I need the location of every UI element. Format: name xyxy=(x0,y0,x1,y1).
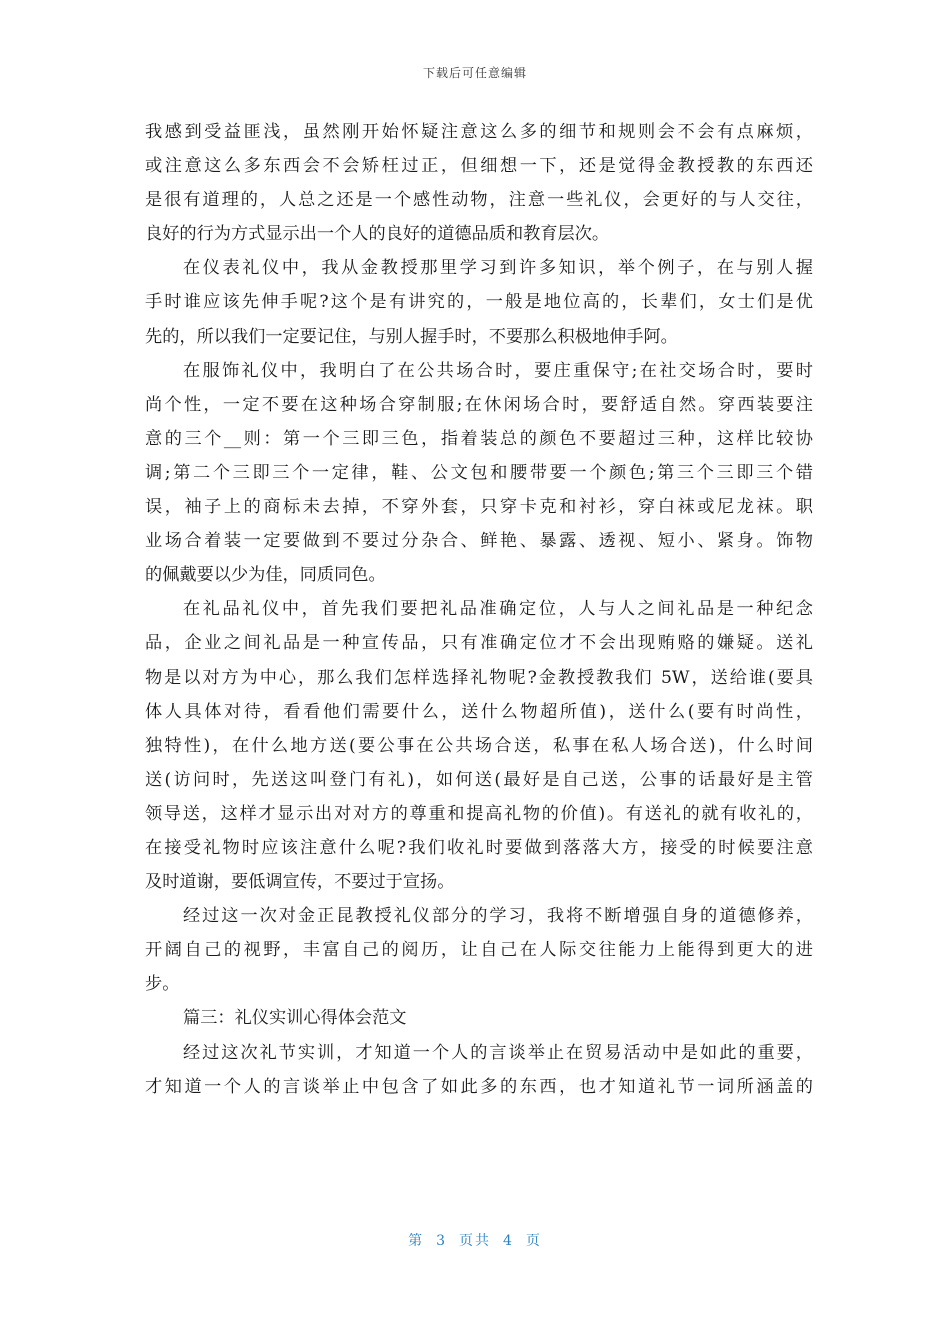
text-line: 体人具体对待，看看他们需要什么，送什么物超所值)，送什么(要有时尚性， xyxy=(145,701,813,722)
text-line: 业场合着装一定要做到不要过分杂合、鲜艳、暴露、透视、短小、紧身。饰物 xyxy=(145,531,813,552)
text-line: 领导送，这样才显示出对对方的尊重和提高礼物的价值)。有送礼的就有收礼的， xyxy=(145,803,813,824)
footer-suffix: 页 xyxy=(525,1233,542,1249)
text-line: 我感到受益匪浅，虽然刚开始怀疑注意这么多的细节和规则会不会有点麻烦， xyxy=(145,122,813,142)
text-line: 或注意这么多东西会不会矫枉过正，但细想一下，还是觉得金教授教的东西还 xyxy=(145,156,813,177)
text-line: 经过这次礼节实训，才知道一个人的言谈举止在贸易活动中是如此的重要， xyxy=(183,1042,813,1063)
footer-page-number: 3 xyxy=(436,1233,447,1249)
document-body xyxy=(145,115,813,1104)
page-footer xyxy=(0,1230,950,1250)
text-line: 的佩戴要以少为佳，同质同色。 xyxy=(145,565,386,586)
text-line: 在仪表礼仪中，我从金教授那里学习到许多知识，举个例子，在与别人握 xyxy=(183,258,813,279)
footer-total-pages: 4 xyxy=(503,1233,514,1249)
page-header: 下载后可任意编辑 xyxy=(422,66,527,80)
text-line: 意的三个__则：第一个三即三色，指着装总的颜色不要超过三种，这样比较协 xyxy=(145,428,813,449)
text-line: 送(访问时，先送这叫登门有礼)，如何送(最好是自己送，公事的话最好是主管 xyxy=(145,769,813,790)
footer-mid: 页共 xyxy=(459,1233,491,1249)
text-line: 良好的行为方式显示出一个人的良好的道德品质和教育层次。 xyxy=(145,224,610,245)
text-line: 才知道一个人的言谈举止中包含了如此多的东西，也才知道礼节一词所涵盖的 xyxy=(145,1076,813,1097)
text-line: 先的，所以我们一定要记住，与别人握手时，不要那么积极地伸手阿。 xyxy=(145,326,678,347)
text-line: 在服饰礼仪中，我明白了在公共场合时，要庄重保守;在社交场合时，要时 xyxy=(183,360,813,381)
text-line: 手时谁应该先伸手呢?这个是有讲究的，一般是地位高的，长辈们，女士们是优 xyxy=(145,292,813,313)
text-line: 步。 xyxy=(145,974,180,995)
text-line: 开阔自己的视野，丰富自己的阅历，让自己在人际交往能力上能得到更大的进 xyxy=(145,940,813,961)
text-line: 独特性)，在什么地方送(要公事在公共场合送，私事在私人场合送)，什么时间 xyxy=(145,735,813,756)
text-line: 经过这一次对金正昆教授礼仪部分的学习，我将不断增强自身的道德修养， xyxy=(183,906,813,927)
text-line: 尚个性，一定不要在这种场合穿制服;在休闲场合时，要舒适自然。穿西装要注 xyxy=(145,394,813,415)
footer-prefix: 第 xyxy=(408,1233,425,1249)
text-line: 调;第二个三即三个一定律，鞋、公文包和腰带要一个颜色;第三个三即三个错 xyxy=(145,462,813,483)
text-line: 及时道谢，要低调宣传，不要过于宣扬。 xyxy=(145,872,455,893)
text-line: 在礼品礼仪中，首先我们要把礼品准确定位，人与人之间礼品是一种纪念 xyxy=(183,599,813,620)
text-line: 物是以对方为中心，那么我们怎样选择礼物呢?金教授教我们 5W，送给谁(要具 xyxy=(145,667,813,688)
text-line: 篇三：礼仪实训心得体会范文 xyxy=(183,1008,407,1029)
text-line: 在接受礼物时应该注意什么呢?我们收礼时要做到落落大方，接受的时候要注意 xyxy=(145,837,813,858)
text-line: 误，袖子上的商标未去掉，不穿外套，只穿卡克和衬衫，穿白袜或尼龙袜。职 xyxy=(145,497,813,518)
text-line: 是很有道理的，人总之还是一个感性动物，注意一些礼仪，会更好的与人交往， xyxy=(145,190,813,211)
text-line: 品，企业之间礼品是一种宣传品，只有准确定位才不会出现贿赂的嫌疑。送礼 xyxy=(145,633,813,654)
